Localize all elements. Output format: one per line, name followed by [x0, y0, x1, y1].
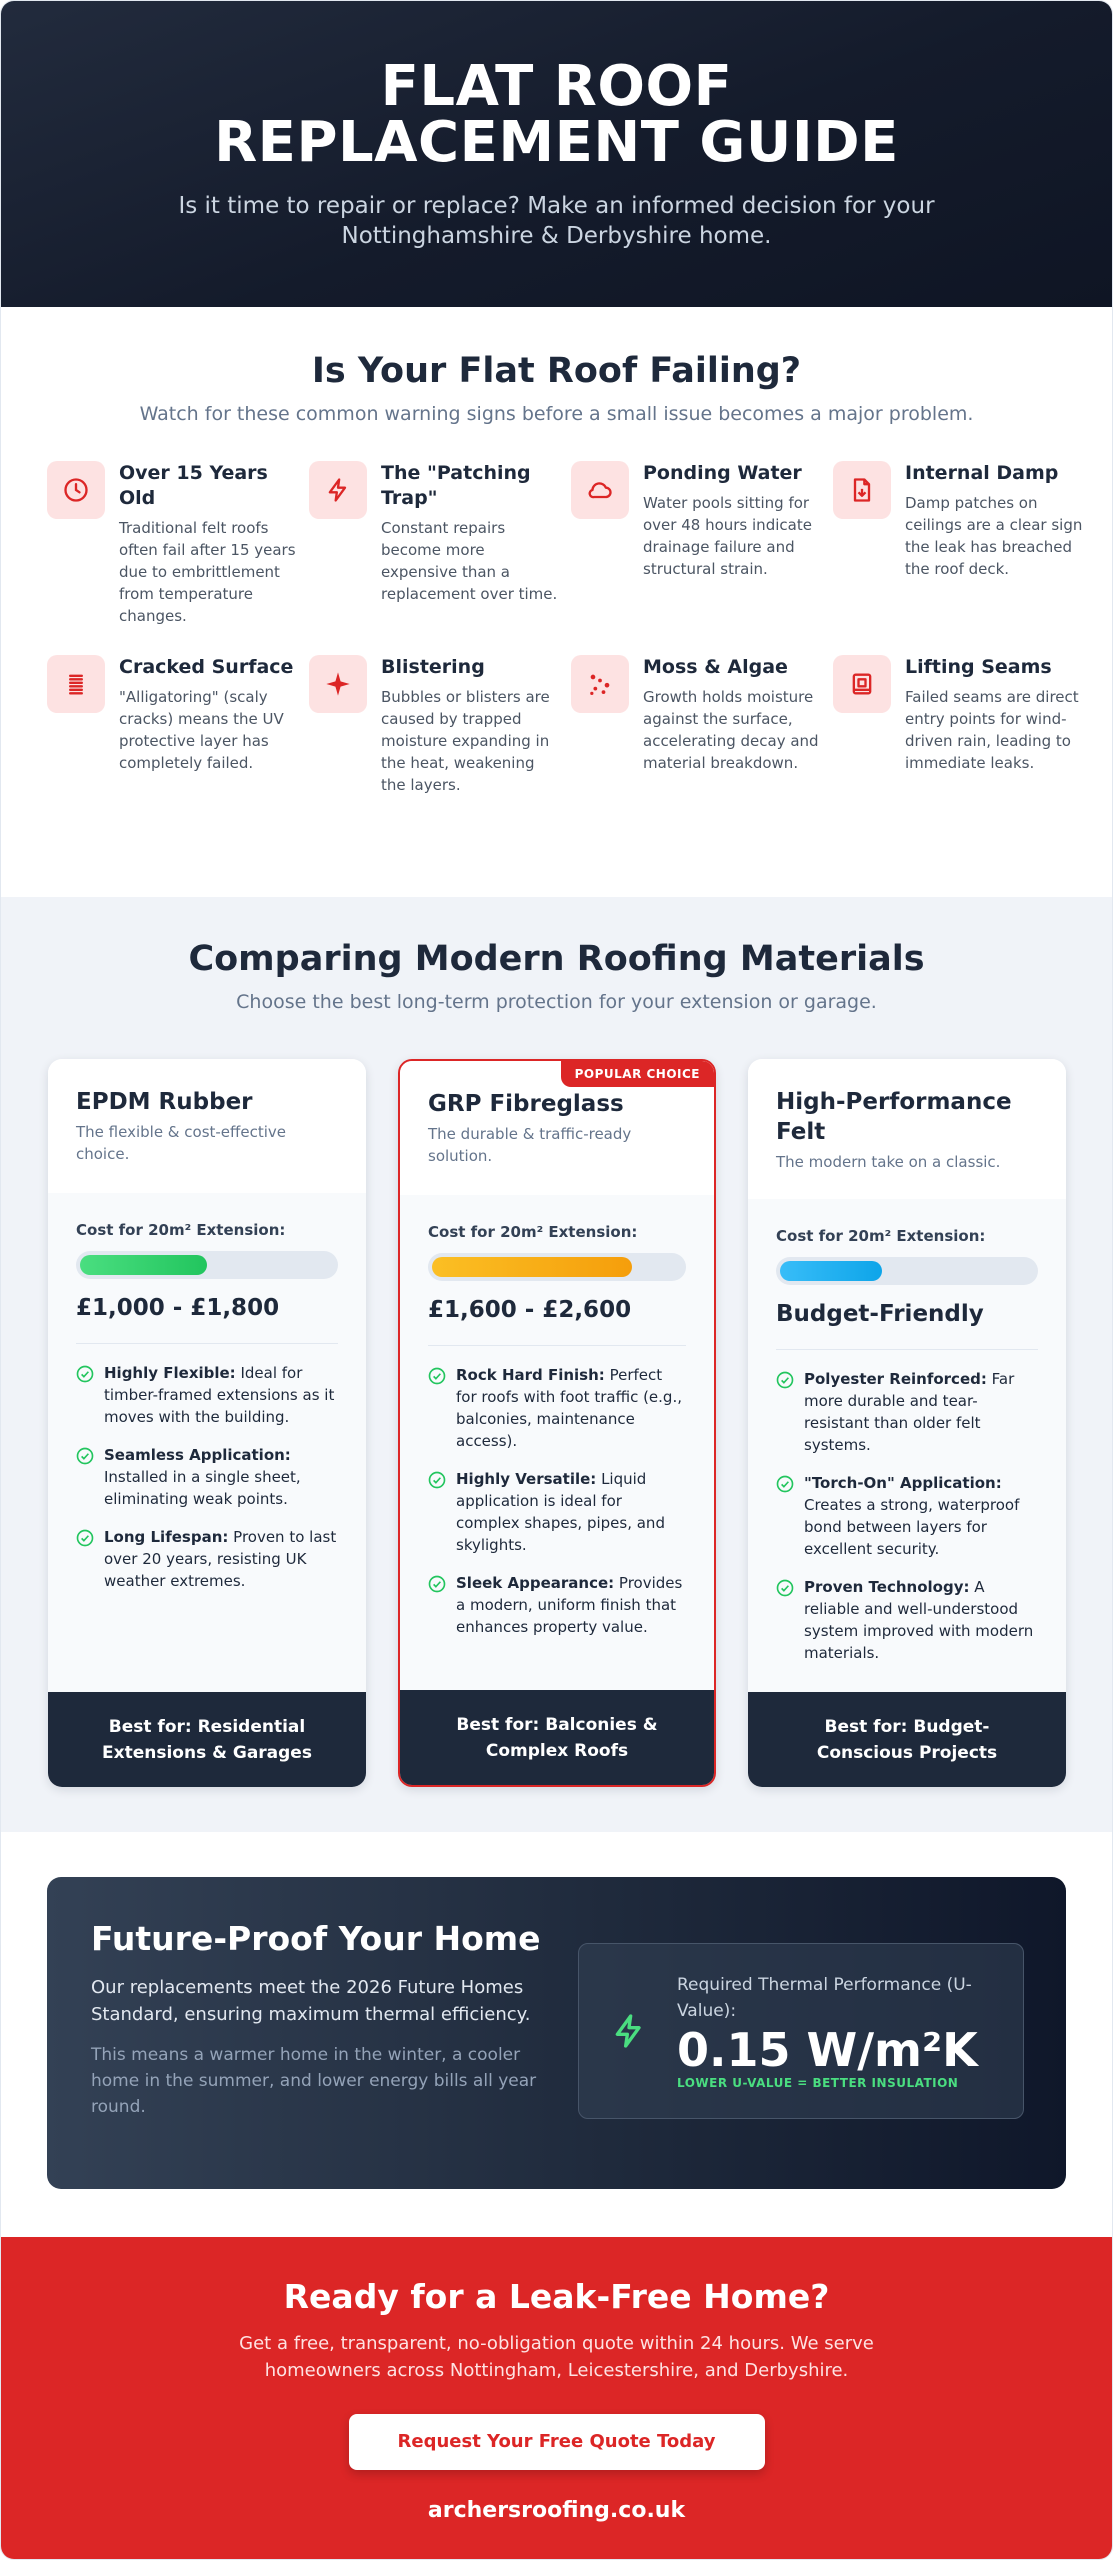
feature-item [76, 1444, 338, 1510]
cost-label: Cost for 20m² Extension: [428, 1223, 638, 1241]
hero-banner [1, 1, 1112, 307]
divider [76, 1343, 338, 1344]
best-for-footer: Best for: Residential Extensions & Garages [48, 1692, 366, 1787]
u-value: 0.15 W/m²K [677, 2023, 978, 2077]
feature-item [776, 1472, 1038, 1560]
document-icon [833, 461, 891, 519]
warning-sign-item [309, 655, 559, 796]
feature-item [776, 1576, 1038, 1664]
u-value-label: Required Thermal Performance (U-Value): [677, 1975, 972, 2021]
warning-sign-description: "Alligatoring" (scaly cracks) means the UV protective layer has completely failed. [119, 688, 284, 772]
cta-title: Ready for a Leak-Free Home? [283, 2277, 830, 2316]
warning-sign-description: Bubbles or blisters are caused by trapped moisture expanding in the heat, weakening the layers. [381, 688, 550, 794]
warning-sign-description: Damp patches on ceilings are a clear sign the leak has breached the roof deck. [905, 494, 1083, 578]
materials-subtitle: Choose the best long-term protection for your extension or garage. [236, 991, 877, 1013]
warning-sign-title: Lifting Seams [905, 656, 1052, 678]
u-value-box [578, 1943, 1024, 2119]
future-proof-lead: Our replacements meet the 2026 Future Homes Standard, ensuring maximum thermal efficiency. [91, 1977, 531, 2025]
feature-item [76, 1526, 338, 1592]
feature-title: Long Lifespan: [104, 1528, 229, 1546]
warning-sign-description: Water pools sitting for over 48 hours indicate drainage failure and structural strain. [643, 494, 812, 578]
feature-text: Creates a strong, waterproof bond between layers for excellent security. [804, 1496, 1020, 1558]
popular-choice-badge: POPULAR CHOICE [561, 1061, 714, 1087]
future-proof-title: Future-Proof Your Home [91, 1919, 541, 1958]
material-cards [1, 1059, 1112, 1789]
website-link[interactable]: archersroofing.co.uk [427, 2498, 686, 2523]
hero-subtitle: Is it time to repair or replace? Make an informed decision for your Nottinghamshire & Derbyshire home. [178, 193, 935, 249]
feature-title: Seamless Application: [104, 1446, 291, 1464]
seam-icon [833, 655, 891, 713]
feature-title: Polyester Reinforced: [804, 1370, 987, 1388]
best-for-footer: Best for: Budget-Conscious Projects [748, 1692, 1066, 1787]
card-header [48, 1059, 366, 1193]
request-quote-button[interactable]: Request Your Free Quote Today [349, 2414, 765, 2470]
card-header [748, 1059, 1066, 1199]
card-body [48, 1193, 366, 1592]
feature-title: Proven Technology: [804, 1578, 970, 1596]
cost-bar [76, 1251, 338, 1279]
card-body [400, 1195, 714, 1638]
feature-item [428, 1468, 686, 1556]
warning-sign-title: Internal Damp [905, 462, 1059, 484]
warning-sign-title: Ponding Water [643, 462, 802, 484]
feature-text: Far more durable and tear-resistant than older felt systems. [804, 1370, 1015, 1454]
card-body [748, 1199, 1066, 1664]
spores-icon [571, 655, 629, 713]
lightning-icon [309, 461, 367, 519]
warning-sign-description: Constant repairs become more expensive than a replacement over time. [381, 519, 558, 603]
cloud-icon [571, 461, 629, 519]
warning-sign-title: The "Patching Trap" [381, 462, 531, 509]
warning-sign-item [833, 461, 1083, 627]
warning-sign-item [571, 655, 821, 796]
material-card-grp [398, 1059, 716, 1787]
materials-title: Comparing Modern Roofing Materials [188, 939, 925, 979]
feature-title: Sleek Appearance: [456, 1574, 615, 1592]
check-circle-icon [776, 1475, 794, 1493]
warning-signs-title: Is Your Flat Roof Failing? [311, 351, 802, 391]
warning-sign-title: Over 15 Years Old [119, 462, 268, 509]
cost-bar-fill [80, 1255, 207, 1275]
feature-item [428, 1572, 686, 1638]
u-value-note: LOWER U-VALUE = BETTER INSULATION [677, 2076, 959, 2090]
warning-sign-item [309, 461, 559, 627]
cta-section [1, 2237, 1112, 2560]
warning-sign-description: Growth holds moisture against the surface, accelerating decay and material breakdown. [643, 688, 819, 772]
warning-sign-description: Traditional felt roofs often fail after 15 years due to embrittlement from temperature changes. [119, 519, 296, 625]
warning-signs-grid [47, 461, 1112, 796]
feature-title: "Torch-On" Application: [804, 1474, 1002, 1492]
check-circle-icon [76, 1365, 94, 1383]
feature-text: Installed in a single sheet, eliminating weak points. [104, 1468, 301, 1508]
feature-text: Perfect for roofs with foot traffic (e.g., balconies, maintenance access). [456, 1366, 682, 1450]
check-circle-icon [428, 1367, 446, 1385]
card-tagline: The modern take on a classic. [776, 1153, 1001, 1171]
check-circle-icon [428, 1575, 446, 1593]
cost-bar [776, 1257, 1038, 1285]
page-title: FLAT ROOF REPLACEMENT GUIDE [214, 54, 899, 175]
warning-sign-item [833, 655, 1083, 796]
warning-sign-item [47, 655, 297, 796]
materials-section [1, 897, 1112, 1832]
card-price: £1,000 - £1,800 [76, 1295, 280, 1321]
card-tagline: The durable & traffic-ready solution. [428, 1125, 632, 1165]
lightning-icon [609, 2011, 649, 2051]
warning-sign-title: Moss & Algae [643, 656, 788, 678]
feature-text: Provides a modern, uniform finish that enhances property value. [456, 1574, 683, 1636]
warning-sign-description: Failed seams are direct entry points for wind-driven rain, leading to immediate leaks. [905, 688, 1079, 772]
check-circle-icon [776, 1371, 794, 1389]
material-card-felt [748, 1059, 1066, 1787]
feature-title: Highly Versatile: [456, 1470, 597, 1488]
card-tagline: The flexible & cost-effective choice. [76, 1123, 286, 1163]
cost-label: Cost for 20m² Extension: [776, 1227, 986, 1245]
cracked-surface-icon [47, 655, 105, 713]
cta-text: Get a free, transparent, no-obligation quote within 24 hours. We serve homeowners across Nottingham, Leicestershire, and Derbyshire. [239, 2333, 874, 2381]
card-price: Budget-Friendly [776, 1301, 984, 1327]
check-circle-icon [776, 1579, 794, 1597]
future-proof-note: This means a warmer home in the winter, a cooler home in the summer, and lower energy bills all year round. [91, 2045, 537, 2117]
cost-label: Cost for 20m² Extension: [76, 1221, 286, 1239]
warning-sign-item [47, 461, 297, 627]
future-proof-panel [47, 1877, 1066, 2189]
cost-bar-fill [432, 1257, 632, 1277]
clock-icon [47, 461, 105, 519]
card-price: £1,600 - £2,600 [428, 1297, 632, 1323]
warning-sign-item [571, 461, 821, 627]
feature-text: Liquid application is ideal for complex shapes, pipes, and skylights. [456, 1470, 665, 1554]
check-circle-icon [428, 1471, 446, 1489]
card-title: High-Performance Felt [776, 1089, 1012, 1145]
check-circle-icon [76, 1529, 94, 1547]
future-proof-section [1, 1832, 1112, 2237]
best-for-footer: Best for: Balconies & Complex Roofs [400, 1690, 714, 1785]
sparkle-icon [309, 655, 367, 713]
feature-title: Rock Hard Finish: [456, 1366, 605, 1384]
feature-text: Ideal for timber-framed extensions as it moves with the building. [104, 1364, 335, 1426]
warning-sign-title: Blistering [381, 656, 485, 678]
card-title: EPDM Rubber [76, 1089, 253, 1115]
warning-sign-title: Cracked Surface [119, 656, 294, 678]
cost-bar-fill [780, 1261, 882, 1281]
feature-text: A reliable and well-understood system improved with modern materials. [804, 1578, 1034, 1662]
warning-signs-section [1, 307, 1112, 897]
feature-item [776, 1368, 1038, 1456]
check-circle-icon [76, 1447, 94, 1465]
feature-title: Highly Flexible: [104, 1364, 236, 1382]
feature-text: Proven to last over 20 years, resisting UK weather extremes. [104, 1528, 337, 1590]
warning-signs-subtitle: Watch for these common warning signs before a small issue becomes a major problem. [139, 403, 974, 425]
divider [776, 1349, 1038, 1350]
feature-item [428, 1364, 686, 1452]
feature-item [76, 1362, 338, 1428]
cost-bar [428, 1253, 686, 1281]
divider [428, 1345, 686, 1346]
material-card-epdm [48, 1059, 366, 1787]
card-title: GRP Fibreglass [428, 1091, 624, 1117]
